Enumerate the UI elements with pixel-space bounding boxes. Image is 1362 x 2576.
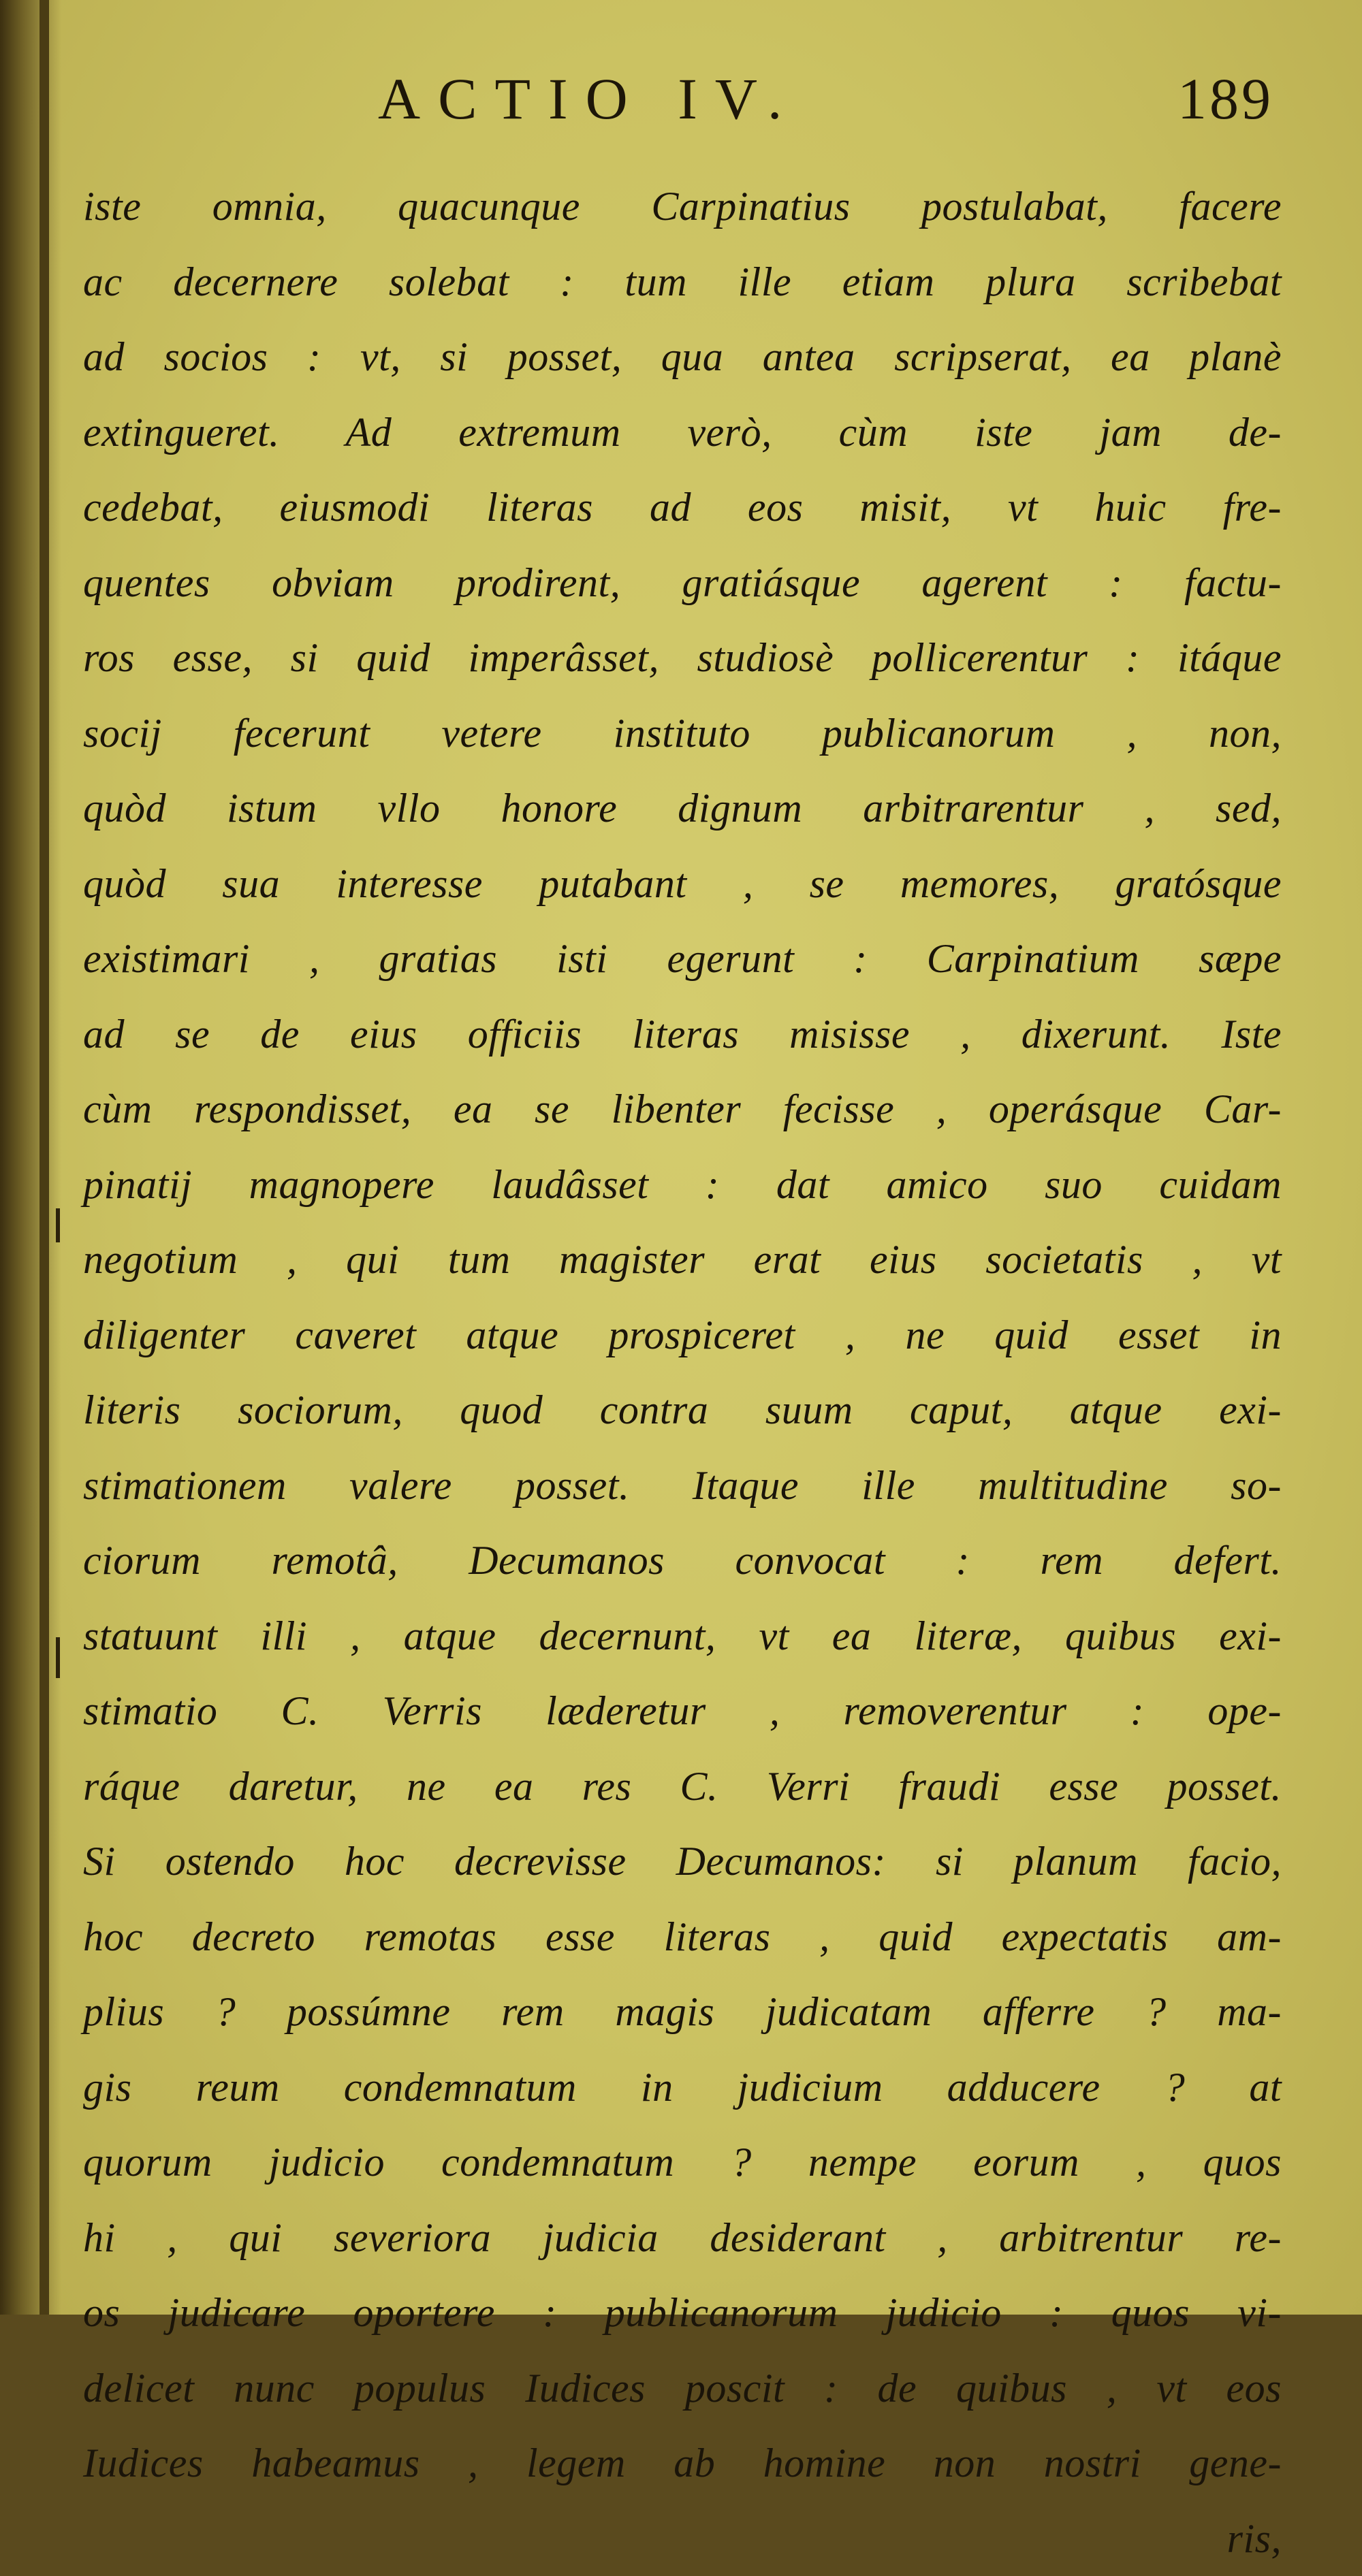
page-header <box>109 65 1294 140</box>
text-line: existimari , gratias isti egerunt : Carpinatium sæpe <box>83 921 1282 997</box>
margin-mark <box>56 1208 60 1242</box>
text-line: Iudices habeamus , legem ab homine non nostri gene- <box>83 2426 1282 2501</box>
text-line: extingueret. Ad extremum verò, cùm iste jam de- <box>83 395 1282 470</box>
text-line: quorum judicio condemnatum ? nempe eorum , quos <box>83 2125 1282 2200</box>
text-line: hoc decreto remotas esse literas , quid expectatis am- <box>83 1899 1282 1975</box>
body-text <box>83 169 1282 2576</box>
text-line: statuunt illi , atque decernunt, vt ea literæ, quibus exi- <box>83 1598 1282 1674</box>
text-line: socij fecerunt vetere instituto publicanorum , non, <box>83 696 1282 771</box>
binding-gutter-shadow <box>0 0 61 2315</box>
text-line: ris, <box>83 2501 1282 2576</box>
text-line: cedebat, eiusmodi literas ad eos misit, vt huic fre- <box>83 470 1282 545</box>
text-line: ac decernere solebat : tum ille etiam plura scribebat <box>83 244 1282 320</box>
text-line: quòd sua interesse putabant , se memores, gratósque <box>83 846 1282 922</box>
text-line: ad se de eius officiis literas misisse , dixerunt. Iste <box>83 997 1282 1072</box>
text-line: literis sociorum, quod contra suum caput, atque exi- <box>83 1372 1282 1448</box>
text-line: ráque daretur, ne ea res C. Verri fraudi esse posset. <box>83 1749 1282 1824</box>
text-line: ciorum remotâ, Decumanos convocat : rem defert. <box>83 1523 1282 1598</box>
text-line: cùm respondisset, ea se libenter fecisse , operásque Car- <box>83 1072 1282 1147</box>
text-line: quòd istum vllo honore dignum arbitrarentur , sed, <box>83 771 1282 846</box>
page-number: 189 <box>1177 65 1273 133</box>
margin-mark <box>56 1637 60 1678</box>
text-line: plius ? possúmne rem magis judicatam afferre ? ma- <box>83 1974 1282 2050</box>
text-line: iste omnia, quacunque Carpinatius postulabat, facere <box>83 169 1282 244</box>
text-line: pinatij magnopere laudâsset : dat amico suo cuidam <box>83 1147 1282 1223</box>
text-line: ad socios : vt, si posset, qua antea scripserat, ea planè <box>83 319 1282 395</box>
text-line: diligenter caveret atque prospiceret , ne quid esset in <box>83 1298 1282 1373</box>
text-line: stimationem valere posset. Itaque ille multitudine so- <box>83 1448 1282 1524</box>
running-title: ACTIO IV. <box>378 65 799 133</box>
text-line: Si ostendo hoc decrevisse Decumanos: si planum facio, <box>83 1824 1282 1899</box>
text-line: os judicare oportere : publicanorum judicio : quos vi- <box>83 2275 1282 2351</box>
text-line: hi , qui severiora judicia desiderant , arbitrentur re- <box>83 2200 1282 2276</box>
binding-gutter-edge <box>39 0 49 2315</box>
text-line: delicet nunc populus Iudices poscit : de quibus , vt eos <box>83 2351 1282 2426</box>
text-line: quentes obviam prodirent, gratiásque agerent : factu- <box>83 545 1282 621</box>
text-line: stimatio C. Verris læderetur , removerentur : ope- <box>83 1673 1282 1749</box>
text-line: ros esse, si quid imperâsset, studiosè pollicerentur : itáque <box>83 620 1282 696</box>
text-line: gis reum condemnatum in judicium adducere ? at <box>83 2050 1282 2125</box>
text-line: negotium , qui tum magister erat eius societatis , vt <box>83 1222 1282 1298</box>
